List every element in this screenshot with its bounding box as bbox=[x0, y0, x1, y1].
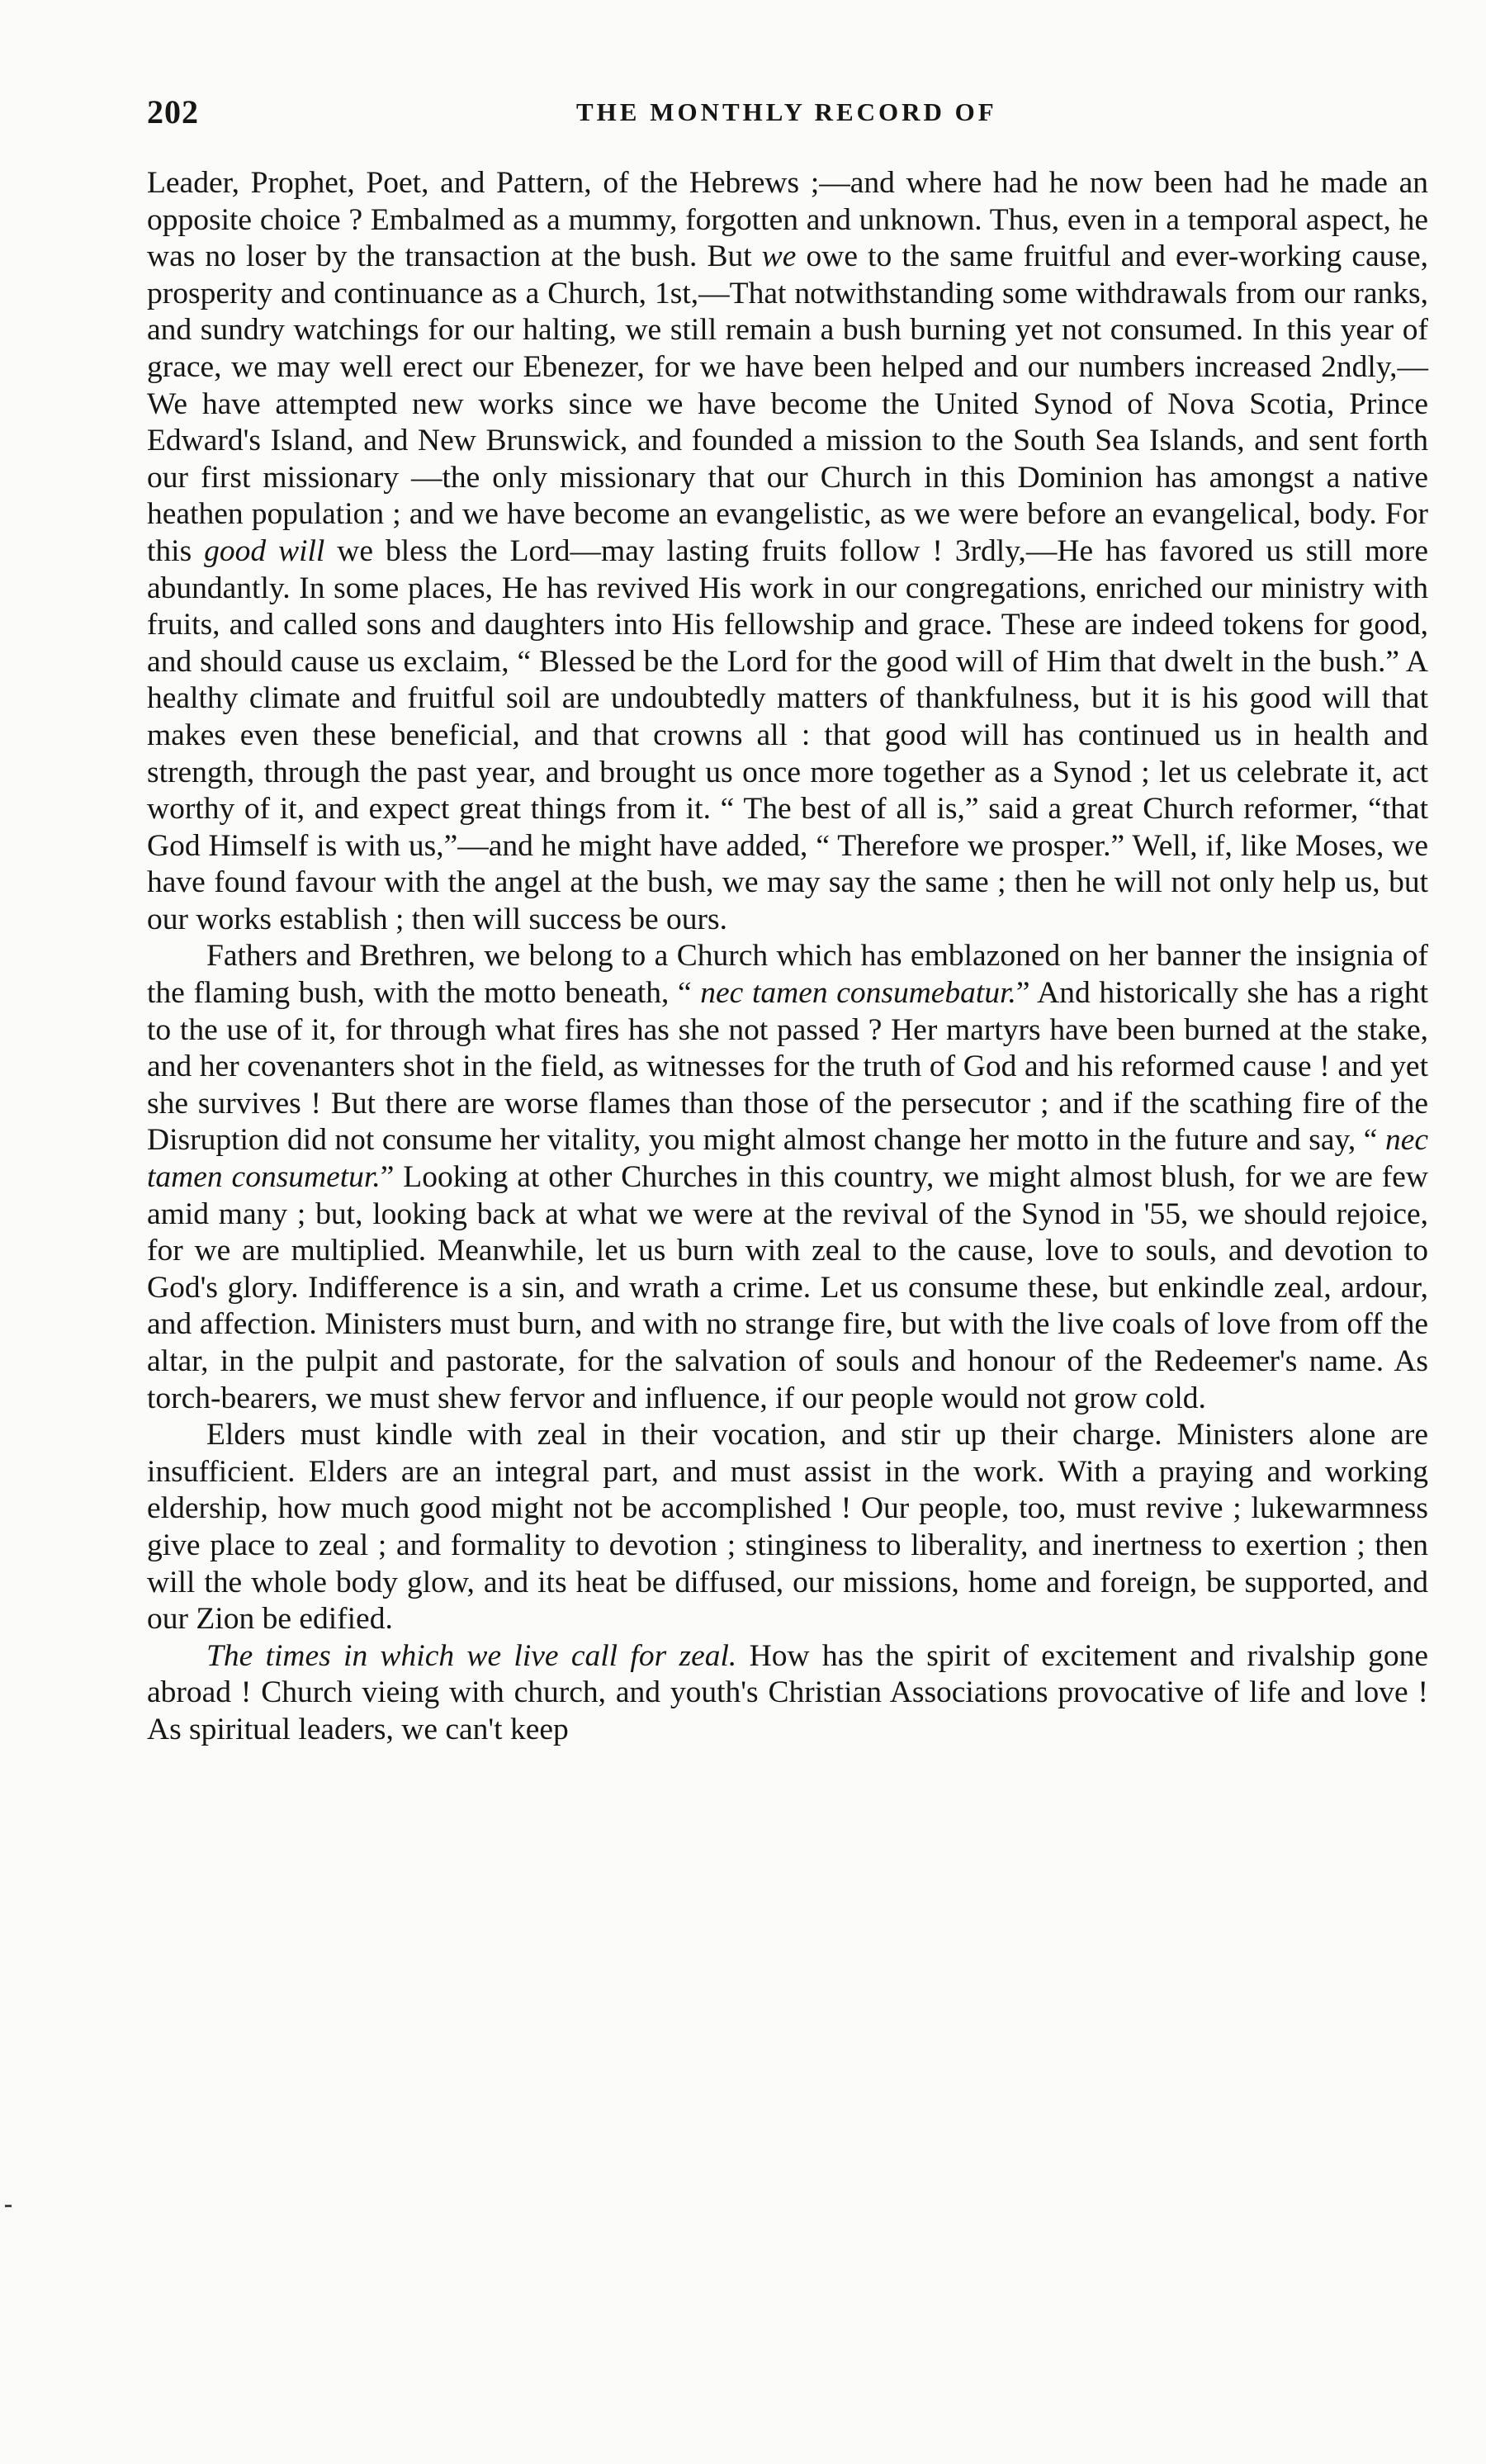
italic-text: nec tamen consumebatur. bbox=[700, 976, 1016, 1011]
running-title: THE MONTHLY RECORD OF bbox=[576, 97, 997, 126]
text-run: owe to the same fruitful and ever-working cause, prosperity and continuance as a Church, 1st,—That notwithstanding some withdrawals from our ranks, and sundry watchings for our halting, we still remain a bush burning yet not consumed. In this year of grace, we may well erect our Ebenezer, for we have been helped and our numbers increased 2ndly,—We have attempted new works since we have become the United Synod of Nova Scotia, Prince Edward's Island, and New Brunswick, and founded a mission to the South Sea Islands, and sent forth our first missionary —the only missionary that our Church in this Dominion has amongst a native heathen population ; and we have become an evangelistic, as we were before an evangelical, body. For this bbox=[147, 239, 1428, 568]
text-run: Fathers and Brethren, we belong to a Church which has emblazoned on her banner the insignia of the flaming bush, with the motto beneath, “ bbox=[147, 939, 1428, 1011]
text-run: Elders must kindle with zeal in their vocation, and stir up their charge. Ministers alone are insufficient. Elders are an integral part, and must assist in the work. With a praying and working eldership, how much good might not be accomplished ! Our people, too, must revive ; lukewarmness give place to zeal ; and formality to devotion ; stinginess to liberality, and inertness to exertion ; then will the whole body glow, and its heat be diffused, our missions, home and foreign, be supported, and our Zion be edified. bbox=[147, 1418, 1428, 1637]
text-run: Leader, Prophet, Poet, and Pattern, of the Hebrews ;—and where had he now been had he made an opposite choice ? Embalmed as a mummy, forgotten and unknown. Thus, even in a temporal aspect, he was no loser by the transaction at the bush. But bbox=[147, 166, 1428, 274]
italic-text: we bbox=[761, 239, 797, 274]
italic-text: good will bbox=[204, 533, 325, 568]
text-run: ” And historically she has a right to the use of it, for through what fires has she not passed ? Her martyrs have been burned at the stake, and her covenanters shot in the field, as witnesses for the truth of God and his reformed cause ! and yet she survives ! But there are worse flames than those of the persecutor ; and if the scathing fire of the Disruption did not consume her vitality, you might almost change her motto in the future and say, “ bbox=[147, 976, 1428, 1158]
running-head bbox=[147, 92, 1428, 142]
paragraph bbox=[147, 165, 1428, 938]
text-run: ” Looking at other Churches in this country, we might almost blush, for we are few amid many ; but, looking back at what we were at the revival of the Synod in '55, we should rejoice, for we are multiplied. Meanwhile, let us burn with zeal to the cause, love to souls, and devotion to God's glory. Indifference is a sin, and wrath a crime. Let us consume these, but enkindle zeal, ardour, and affection. Ministers must burn, and with no strange fire, but with the live coals of love from off the altar, in the pulpit and pastorate, for the salvation of souls and honour of the Redeemer's name. As torch-bearers, we must shew fervor and influence, if our people would not grow cold. bbox=[147, 1160, 1428, 1415]
scan-mark bbox=[5, 2205, 12, 2207]
paragraph bbox=[147, 1417, 1428, 1638]
text-run: we bless the Lord—may lasting fruits follow ! 3rdly,—He has favored us still more abundantly. In some places, He has revived His work in our congregations, enriched our ministry with fruits, and called sons and daughters into His fellowship and grace. These are indeed tokens for good, and should cause us exclaim, “ Blessed be the Lord for the good will of Him that dwelt in the bush.” A healthy climate and fruitful soil are undoubtedly matters of thankfulness, but it is his good will that makes even these beneficial, and that crowns all : that good will has continued us in health and strength, through the past year, and brought us once more together as a Synod ; let us celebrate it, act worthy of it, and expect great things from it. “ The best of all is,” said a great Church reformer, “that God Himself is with us,”—and he might have added, “ Therefore we prosper.” Well, if, like Moses, we have found favour with the angel at the bush, we may say the same ; then he will not only help us, but our works establish ; then will success be ours. bbox=[147, 533, 1428, 936]
page-number: 202 bbox=[147, 93, 199, 130]
paragraph bbox=[147, 1638, 1428, 1749]
body-text bbox=[147, 165, 1428, 1749]
text-run: How has the spirit of excitement and rivalship gone abroad ! Church vieing with church, and youth's Christian Associations provocative of life and love ! As spiritual leaders, we can't keep bbox=[147, 1638, 1429, 1746]
italic-text: The times in which we live call for zeal. bbox=[206, 1638, 737, 1673]
paragraph bbox=[147, 938, 1428, 1417]
italic-text: nec tamen consumetur. bbox=[147, 1123, 1428, 1195]
